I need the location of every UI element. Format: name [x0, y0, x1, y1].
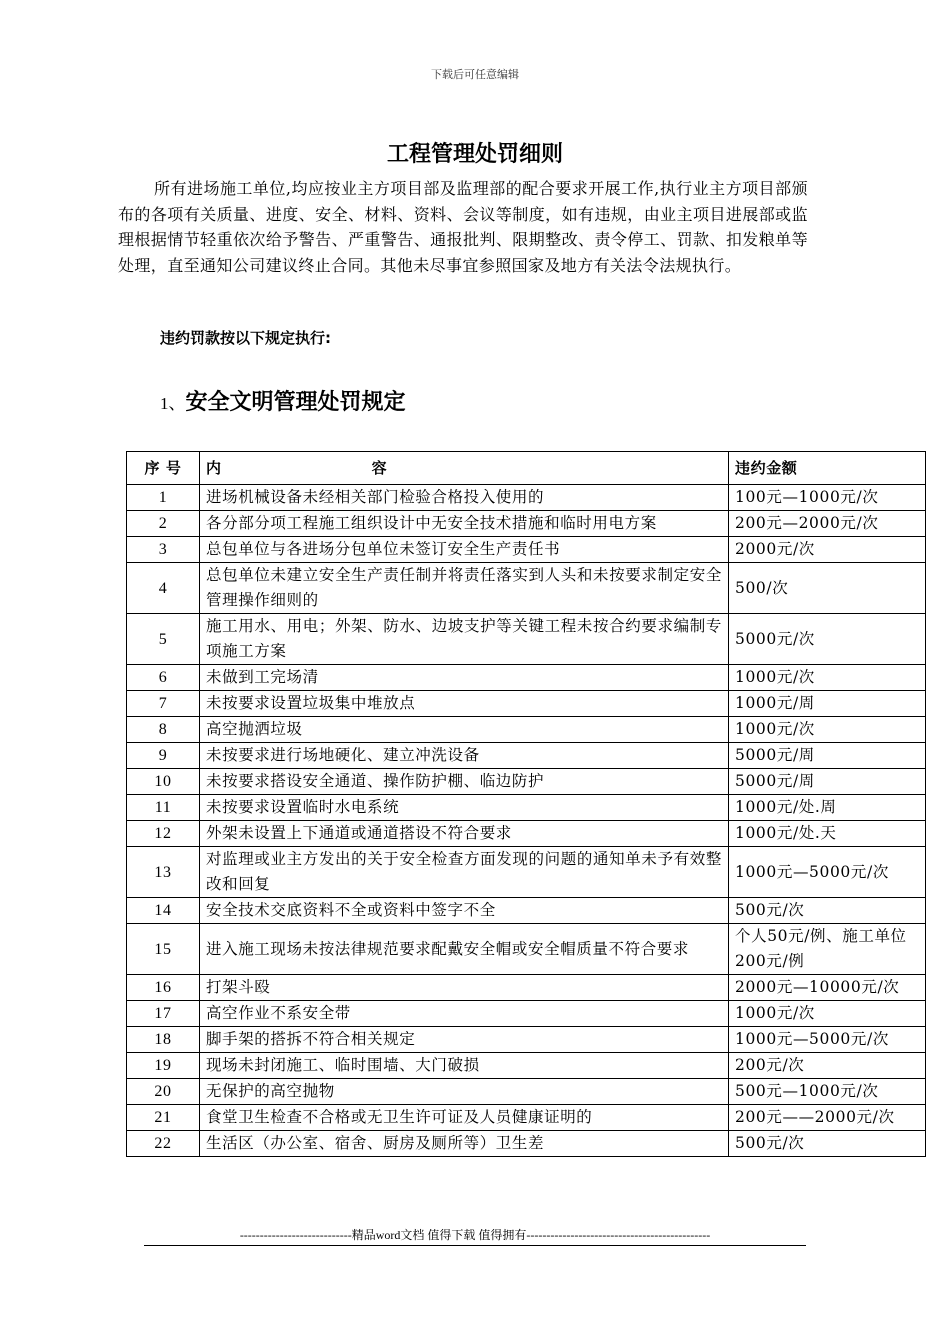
table-row: [127, 975, 926, 1001]
row-amount: 1000元/周: [729, 691, 926, 717]
row-amount: 1000元/次: [729, 1001, 926, 1027]
row-content: 高空抛洒垃圾: [200, 717, 729, 743]
table-row: [127, 847, 926, 898]
row-amount: 500/次: [729, 563, 926, 614]
section-number: 1、: [160, 394, 186, 413]
row-amount: 个人50元/例、施工单位200元/例: [729, 924, 926, 975]
row-content: 各分部分项工程施工组织设计中无安全技术措施和临时用电方案: [200, 511, 729, 537]
row-content: 进场机械设备未经相关部门检验合格投入使用的: [200, 485, 729, 511]
penalty-table-body: [127, 485, 926, 1157]
row-amount: 200元/次: [729, 1053, 926, 1079]
row-index: 14: [127, 898, 200, 924]
row-amount: 1000元/处.周: [729, 795, 926, 821]
header-content-b: 容: [371, 458, 388, 477]
table-row: [127, 717, 926, 743]
row-content: 未按要求设置垃圾集中堆放点: [200, 691, 729, 717]
header-note: 下载后可任意编辑: [431, 68, 519, 81]
table-row: [127, 1131, 926, 1157]
table-row: [127, 485, 926, 511]
table-row: [127, 691, 926, 717]
row-index: 2: [127, 511, 200, 537]
row-index: 21: [127, 1105, 200, 1131]
row-index: 13: [127, 847, 200, 898]
row-index: 11: [127, 795, 200, 821]
table-row: [127, 769, 926, 795]
row-content: 对监理或业主方发出的关于安全检查方面发现的问题的通知单未予有效整改和回复: [200, 847, 729, 898]
document-title: 工程管理处罚细则: [386, 142, 563, 167]
section-heading: [160, 385, 406, 416]
row-amount: 5000元/周: [729, 743, 926, 769]
row-content: 进入施工现场未按法律规范要求配戴安全帽或安全帽质量不符合要求: [200, 924, 729, 975]
row-index: 20: [127, 1079, 200, 1105]
rule-heading: 违约罚款按以下规定执行:: [160, 329, 331, 347]
header-index: 序 号: [127, 452, 200, 485]
row-amount: 200元—2000元/次: [729, 511, 926, 537]
row-index: 10: [127, 769, 200, 795]
row-index: 16: [127, 975, 200, 1001]
row-index: 8: [127, 717, 200, 743]
row-index: 19: [127, 1053, 200, 1079]
row-index: 7: [127, 691, 200, 717]
row-index: 5: [127, 614, 200, 665]
table-row: [127, 563, 926, 614]
row-amount: 100元—1000元/次: [729, 485, 926, 511]
row-amount: 1000元—5000元/次: [729, 1027, 926, 1053]
row-content: 未按要求搭设安全通道、操作防护棚、临边防护: [200, 769, 729, 795]
header-content-a: 内: [206, 458, 222, 477]
row-amount: 5000元/次: [729, 614, 926, 665]
table-row: [127, 614, 926, 665]
table-row: [127, 537, 926, 563]
row-content: 未按要求设置临时水电系统: [200, 795, 729, 821]
row-content: 食堂卫生检查不合格或无卫生许可证及人员健康证明的: [200, 1105, 729, 1131]
row-content: 外架未设置上下通道或通道搭设不符合要求: [200, 821, 729, 847]
row-amount: 200元——2000元/次: [729, 1105, 926, 1131]
row-amount: 500元/次: [729, 898, 926, 924]
row-index: 3: [127, 537, 200, 563]
footer-divider: [144, 1245, 806, 1246]
table-row: [127, 924, 926, 975]
table-row: [127, 1105, 926, 1131]
row-content: 安全技术交底资料不全或资料中签字不全: [200, 898, 729, 924]
row-index: 9: [127, 743, 200, 769]
footer-text: ----------------------------精品word文档 值得下载 值得拥有----------------------------------------------: [239, 1228, 711, 1242]
row-amount: 500元/次: [729, 1131, 926, 1157]
row-index: 15: [127, 924, 200, 975]
row-index: 18: [127, 1027, 200, 1053]
row-content: 总包单位未建立安全生产责任制并将责任落实到人头和未按要求制定安全管理操作细则的: [200, 563, 729, 614]
table-row: [127, 1001, 926, 1027]
row-content: 无保护的高空抛物: [200, 1079, 729, 1105]
penalty-table: [126, 451, 926, 1157]
table-row: [127, 821, 926, 847]
row-amount: 500元—1000元/次: [729, 1079, 926, 1105]
intro-paragraph: 所有进场施工单位,均应按业主方项目部及监理部的配合要求开展工作,执行业主方项目部颁布的各项有关质量、进度、安全、材料、资料、会议等制度，如有违规，由业主项目进展部或监理根据情节轻重依次给予警告、严重警告、通报批判、限期整改、责令停工、罚款、扣发粮单等处理，直至通知公司建议终止合同。其他未尽事宜参照国家及地方有关法令法规执行。: [118, 179, 808, 275]
table-row: [127, 1053, 926, 1079]
section-title: 安全文明管理处罚规定: [185, 390, 406, 415]
header-content: [200, 452, 729, 485]
row-content: 施工用水、用电；外架、防水、边坡支护等关键工程未按合约要求编制专项施工方案: [200, 614, 729, 665]
row-index: 22: [127, 1131, 200, 1157]
row-content: 未做到工完场清: [200, 665, 729, 691]
header-amount: 违约金额: [729, 452, 926, 485]
row-amount: 1000元/处.天: [729, 821, 926, 847]
row-index: 4: [127, 563, 200, 614]
row-content: 未按要求进行场地硬化、建立冲洗设备: [200, 743, 729, 769]
row-index: 12: [127, 821, 200, 847]
row-index: 1: [127, 485, 200, 511]
row-amount: 1000元/次: [729, 665, 926, 691]
table-row: [127, 743, 926, 769]
row-content: 打架斗殴: [200, 975, 729, 1001]
row-amount: 2000元—10000元/次: [729, 975, 926, 1001]
table-row: [127, 1027, 926, 1053]
row-amount: 5000元/周: [729, 769, 926, 795]
row-index: 17: [127, 1001, 200, 1027]
row-content: 脚手架的搭拆不符合相关规定: [200, 1027, 729, 1053]
row-content: 高空作业不系安全带: [200, 1001, 729, 1027]
table-row: [127, 795, 926, 821]
row-content: 生活区（办公室、宿舍、厨房及厕所等）卫生差: [200, 1131, 729, 1157]
table-row: [127, 898, 926, 924]
row-content: 总包单位与各进场分包单位未签订安全生产责任书: [200, 537, 729, 563]
row-content: 现场未封闭施工、临时围墙、大门破损: [200, 1053, 729, 1079]
table-row: [127, 1079, 926, 1105]
row-amount: 2000元/次: [729, 537, 926, 563]
row-index: 6: [127, 665, 200, 691]
row-amount: 1000元/次: [729, 717, 926, 743]
table-header-row: [127, 452, 926, 485]
table-row: [127, 665, 926, 691]
table-row: [127, 511, 926, 537]
row-amount: 1000元—5000元/次: [729, 847, 926, 898]
